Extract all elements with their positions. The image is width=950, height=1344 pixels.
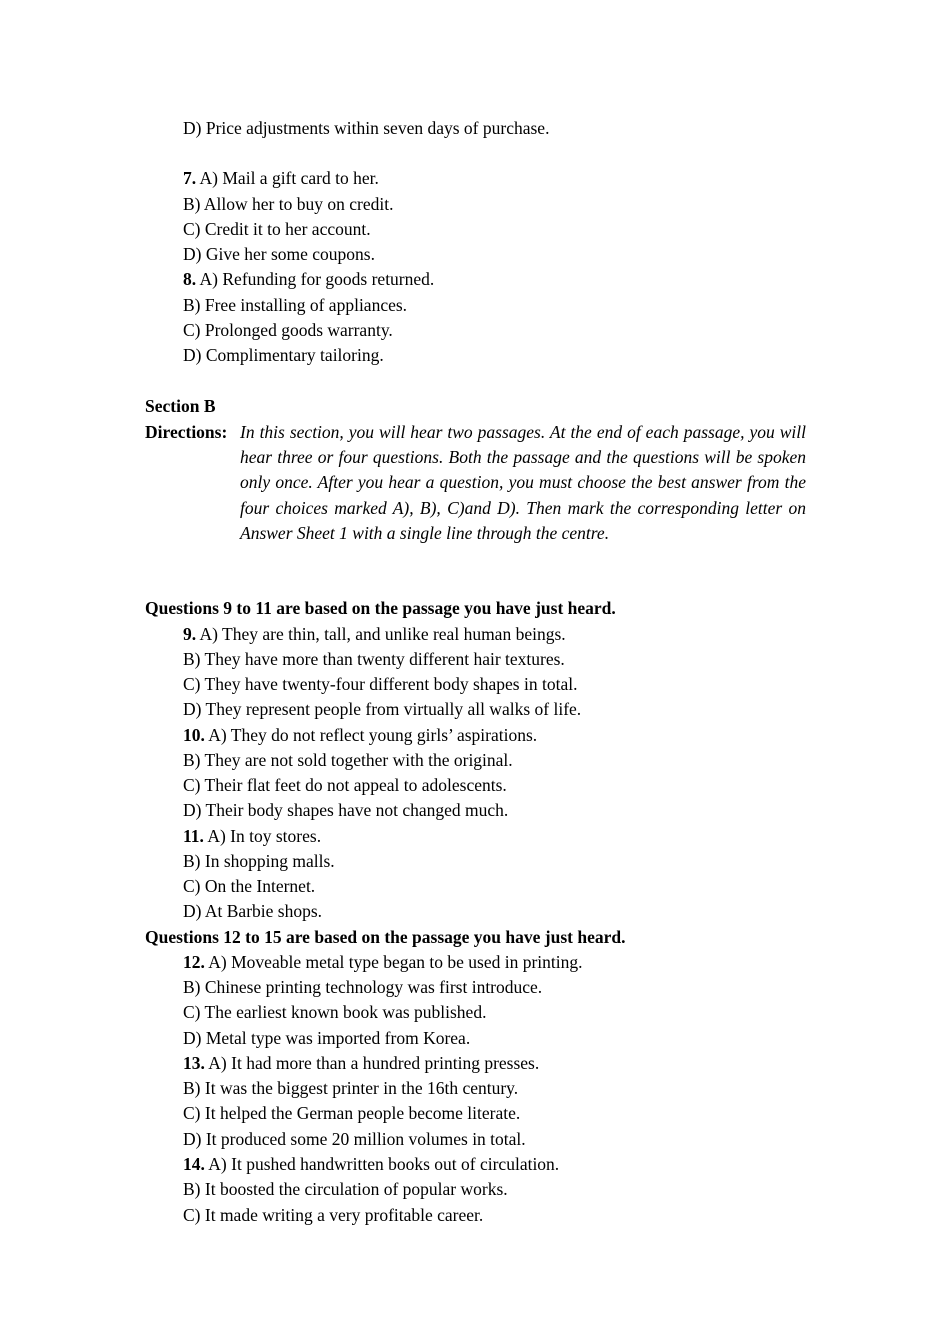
passage2-heading: Questions 12 to 15 are based on the passage you have just heard. [145, 927, 626, 947]
q13-option-b: B) It was the biggest printer in the 16th century. [183, 1078, 519, 1098]
q7-number: 7. [183, 168, 197, 188]
q10-option-d: D) Their body shapes have not changed much. [183, 800, 509, 820]
q11-option-a-text: A) In toy stores. [203, 826, 322, 846]
q9-option-c: C) They have twenty-four different body shapes in total. [183, 674, 578, 694]
directions-label: Directions: [145, 422, 228, 442]
q9-number: 9. [183, 624, 197, 644]
q10-number: 10. [183, 725, 205, 745]
q12-option-d: D) Metal type was imported from Korea. [183, 1028, 471, 1048]
q9-option-d: D) They represent people from virtually all walks of life. [183, 699, 582, 719]
q12-option-c: C) The earliest known book was published. [183, 1002, 487, 1022]
q10-option-a [183, 723, 537, 748]
q11-option-a [183, 824, 321, 849]
q8-option-d: D) Complimentary tailoring. [183, 345, 384, 365]
q14-option-c: C) It made writing a very profitable career. [183, 1205, 484, 1225]
q11-option-b: B) In shopping malls. [183, 851, 335, 871]
q6-option-d: D) Price adjustments within seven days of purchase. [183, 118, 550, 138]
q7-option-b: B) Allow her to buy on credit. [183, 194, 394, 214]
q12-option-a-text: A) Moveable metal type began to be used in printing. [204, 952, 583, 972]
directions-text: In this section, you will hear two passages. At the end of each passage, you will hear three or four questions. Both the passage and the questions will be spoken only once. After you hear a question, you must choose the best answer from the four choices marked A), B), C)and D). Then mark the corresponding letter on Answer Sheet 1 with a single line through the centre. [240, 422, 806, 543]
passage1-heading: Questions 9 to 11 are based on the passage you have just heard. [145, 598, 616, 618]
q14-option-a [183, 1152, 559, 1177]
q10-option-b: B) They are not sold together with the original. [183, 750, 513, 770]
q12-number: 12. [183, 952, 205, 972]
q14-option-a-text: A) It pushed handwritten books out of circulation. [204, 1154, 560, 1174]
q8-option-c: C) Prolonged goods warranty. [183, 320, 393, 340]
q8-option-a-text: A) Refunding for goods returned. [196, 269, 435, 289]
q7-option-a [183, 166, 379, 191]
q9-option-a [183, 622, 566, 647]
q13-option-c: C) It helped the German people become literate. [183, 1103, 521, 1123]
q8-number: 8. [183, 269, 197, 289]
q13-number: 13. [183, 1053, 205, 1073]
q8-option-b: B) Free installing of appliances. [183, 295, 408, 315]
q14-number: 14. [183, 1154, 205, 1174]
q7-option-c: C) Credit it to her account. [183, 219, 371, 239]
q11-option-c: C) On the Internet. [183, 876, 316, 896]
q12-option-b: B) Chinese printing technology was first introduce. [183, 977, 543, 997]
q11-option-d: D) At Barbie shops. [183, 901, 323, 921]
q13-option-d: D) It produced some 20 million volumes in total. [183, 1129, 526, 1149]
q12-option-a [183, 950, 583, 975]
q9-option-a-text: A) They are thin, tall, and unlike real human beings. [196, 624, 566, 644]
q10-option-c: C) Their flat feet do not appeal to adolescents. [183, 775, 507, 795]
section-b-title: Section B [145, 396, 216, 416]
q11-number: 11. [183, 826, 204, 846]
q10-option-a-text: A) They do not reflect young girls’ aspirations. [204, 725, 538, 745]
q13-option-a [183, 1051, 539, 1076]
q7-option-a-text: A) Mail a gift card to her. [196, 168, 379, 188]
q7-option-d: D) Give her some coupons. [183, 244, 375, 264]
q8-option-a [183, 267, 434, 292]
q14-option-b: B) It boosted the circulation of popular works. [183, 1179, 508, 1199]
q13-option-a-text: A) It had more than a hundred printing presses. [204, 1053, 540, 1073]
q9-option-b: B) They have more than twenty different hair textures. [183, 649, 565, 669]
